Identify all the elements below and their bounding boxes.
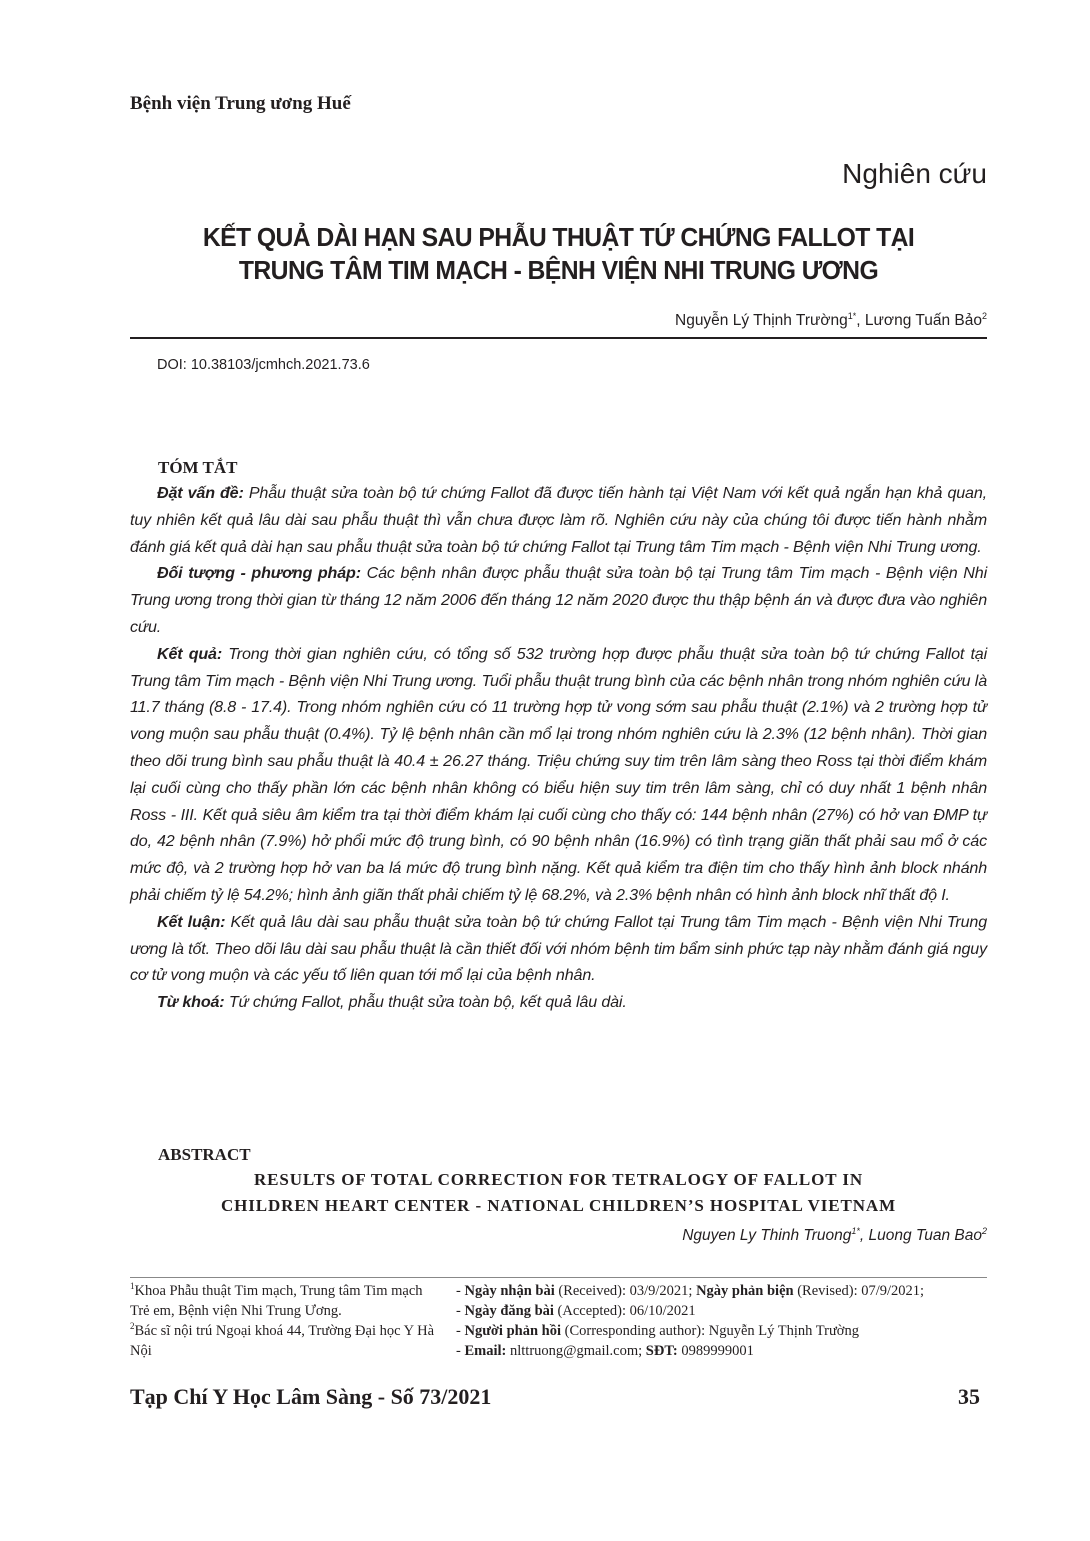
english-title: CHILDREN HEART CENTER - NATIONAL CHILDREN’S HOSPITAL VIETNAM (220, 1196, 897, 1215)
meta-label: Ngày đăng bài (464, 1303, 554, 1319)
affiliation-text: Bác sĩ nội trú Ngoại khoá 44, Trường Đại học Y Hà Nội (130, 1323, 435, 1359)
title-line: KẾT QUẢ DÀI HẠN SAU PHẪU THUẬT TỨ CHỨNG FALLOT TẠI (202, 224, 915, 252)
article-title (143, 222, 974, 288)
doi: DOI: 10.38103/jcmhch.2021.73.6 (157, 357, 370, 373)
meta-value: (Accepted): 06/10/2021 (553, 1303, 696, 1319)
affiliation (130, 1281, 440, 1321)
text: Các bệnh nhân được phẫu thuật sửa toàn bộ tại Trung tâm Tim mạch - Bệnh viện Nhi Trung ương trong thời gian từ tháng 12 năm 2006 đến tháng 12 năm 2020 được thu thập bệnh án và được đưa vào nghiên cứu. (130, 564, 987, 636)
author-sup: 2 (981, 310, 987, 321)
meta-label: SĐT: (645, 1343, 678, 1359)
lead: Kết luận: (157, 912, 226, 931)
summary-heading: TÓM TẮT (158, 458, 238, 477)
email-link[interactable]: nlttruong@gmail.com; (506, 1343, 646, 1359)
summary-section (130, 456, 987, 1016)
divider (130, 337, 987, 339)
author-sup: 1* (851, 1225, 860, 1236)
text: Phẫu thuật sửa toàn bộ tứ chứng Fallot đã được tiến hành tại Việt Nam với kết quả ngắn hạn khả quan, tuy nhiên kết quả lâu dài sau phẫu thuật thì vẫn chưa được làm rõ. Nghiên cứu này của chúng tôi được tiến hành nhằm đánh giá kết quả dài hạn sau phẫu thuật sửa toàn bộ tứ chứng Fallot tại Trung tâm Tim mạch - Bệnh viện Nhi Trung ương. (130, 484, 987, 556)
affiliations (130, 1281, 440, 1361)
meta-dates: - Ngày nhận bài (Received): 03/9/2021; Ngày phản biện (Revised): 07/9/2021; (456, 1283, 925, 1299)
abstract-section (130, 1143, 987, 1245)
meta-label: Ngày nhận bài (464, 1283, 555, 1299)
meta-corresponding: - Người phản hồi (Corresponding author): Nguyễn Lý Thịnh Trường (456, 1323, 859, 1339)
lead: Đặt vấn đề: (157, 484, 244, 502)
lead: Từ khoá: (157, 993, 225, 1012)
author: Luong Tuan Bao (868, 1227, 982, 1244)
page-number: 35 (958, 1384, 980, 1409)
meta-label: Người phản hồi (464, 1323, 561, 1339)
article-meta (456, 1281, 996, 1361)
meta-value: (Revised): 07/9/2021; (793, 1283, 925, 1299)
paragraph (130, 909, 987, 989)
paragraph (130, 989, 987, 1016)
abstract-heading: ABSTRACT (158, 1145, 251, 1164)
author-sup: 1* (847, 310, 857, 321)
affiliation-sup: 1 (130, 1281, 135, 1292)
meta-accepted: - Ngày đăng bài (Accepted): 06/10/2021 (456, 1303, 696, 1319)
lead: Đối tượng - phương pháp: (157, 564, 361, 583)
text: Tứ chứng Fallot, phẫu thuật sửa toàn bộ, kết quả lâu dài. (224, 993, 627, 1012)
author: Nguyen Ly Thinh Truong (682, 1227, 852, 1244)
english-title: RESULTS OF TOTAL CORRECTION FOR TETRALOGY OF FALLOT IN (253, 1170, 864, 1189)
author-sup: 2 (981, 1225, 987, 1236)
affiliation-sup: 2 (130, 1321, 135, 1332)
affiliation (130, 1321, 440, 1361)
authors (675, 312, 987, 330)
section-label: Nghiên cứu (842, 158, 987, 189)
paragraph (130, 560, 987, 640)
paragraph (130, 641, 987, 909)
meta-label: Email: (464, 1343, 507, 1359)
running-head: Bệnh viện Trung ương Huế (130, 93, 351, 114)
meta-value: (Received): 03/9/2021; (554, 1283, 697, 1299)
meta-label: Ngày phản biện (696, 1283, 794, 1299)
meta-value: (Corresponding author): Nguyễn Lý Thịnh Trường (560, 1323, 859, 1339)
lead: Kết quả: (157, 644, 223, 663)
meta-value: 0989999001 (677, 1343, 754, 1359)
title-line: TRUNG TÂM TIM MẠCH - BỆNH VIỆN NHI TRUNG ƯƠNG (238, 257, 879, 285)
paragraph (130, 480, 987, 560)
author: Lương Tuấn Bảo (864, 312, 982, 329)
english-authors (130, 1227, 987, 1245)
text: Kết quả lâu dài sau phẫu thuật sửa toàn bộ tứ chứng Fallot tại Trung tâm Tim mạch - Bệnh viện Nhi Trung ương là tốt. Theo dõi lâu dài sau phẫu thuật là cần thiết đối với nhóm bệnh tim bẩm sinh phức tạp này nhằm đánh giá nguy cơ tử vong muộn và các yếu tố liên quan tới mổ lại của bệnh nhân. (130, 912, 987, 985)
text: Trong thời gian nghiên cứu, có tổng số 532 trường hợp được phẫu thuật sửa toàn bộ tứ chứng Fallot tại Trung tâm Tim mạch - Bệnh viện Nhi Trung ương. Tuổi phẫu thuật trung bình của các bệnh nhân trong nhóm nghiên cứu là 11.7 tháng (8.8 - 17.4). Trong nhóm nghiên cứu có 11 trường hợp tử vong sớm sau phẫu thuật (2.1%) và 2 trường hợp tử vong muộn sau phẫu thuật (0.4%). Tỷ lệ bệnh nhân cần mổ lại trong nhóm nghiên cứu là 2.3% (12 bệnh nhân). Thời gian theo dõi trung bình sau phẫu thuật là 40.4 ± 26.27 tháng. Triệu chứng suy tim trên lâm sàng theo Ross tại thời điểm khám lại cuối cùng cho thấy phần lớn các bệnh nhân không có biểu hiện suy tim trên lâm sàng, chỉ có duy nhất 1 bệnh nhân Ross - III. Kết quả siêu âm kiểm tra tại thời điểm khám lại cuối cùng cho thấy có: 144 bệnh nhân (27%) có hở van ĐMP tự do, 42 bệnh nhân (7.9%) hở phổi mức độ trung bình, có 90 bệnh nhân (16.9%) có tình trạng giãn thất phải sau mổ ở các mức độ, và 2 trường hợp hở van ba lá mức độ trung bình nặng. Kết quả kiểm tra điện tim cho thấy hình ảnh block nhánh phải chiếm tỷ lệ 54.2%; hình ảnh giãn thất phải chiếm tỷ lệ 68.2%, và 2.3% bệnh nhân có hình ảnh block nhĩ thất độ I. (130, 644, 987, 904)
meta-contact: - Email: nlttruong@gmail.com; SĐT: 0989999001 (456, 1343, 754, 1359)
author: Nguyễn Lý Thịnh Trường (675, 312, 848, 329)
journal-name: Tạp Chí Y Học Lâm Sàng - Số 73/2021 (130, 1384, 492, 1409)
footnote-divider (130, 1277, 987, 1278)
author-sep: , (856, 312, 865, 329)
author-sep: , (859, 1227, 869, 1244)
affiliation-text: Khoa Phẫu thuật Tim mạch, Trung tâm Tim mạch Trẻ em, Bệnh viện Nhi Trung Ương. (130, 1283, 423, 1319)
